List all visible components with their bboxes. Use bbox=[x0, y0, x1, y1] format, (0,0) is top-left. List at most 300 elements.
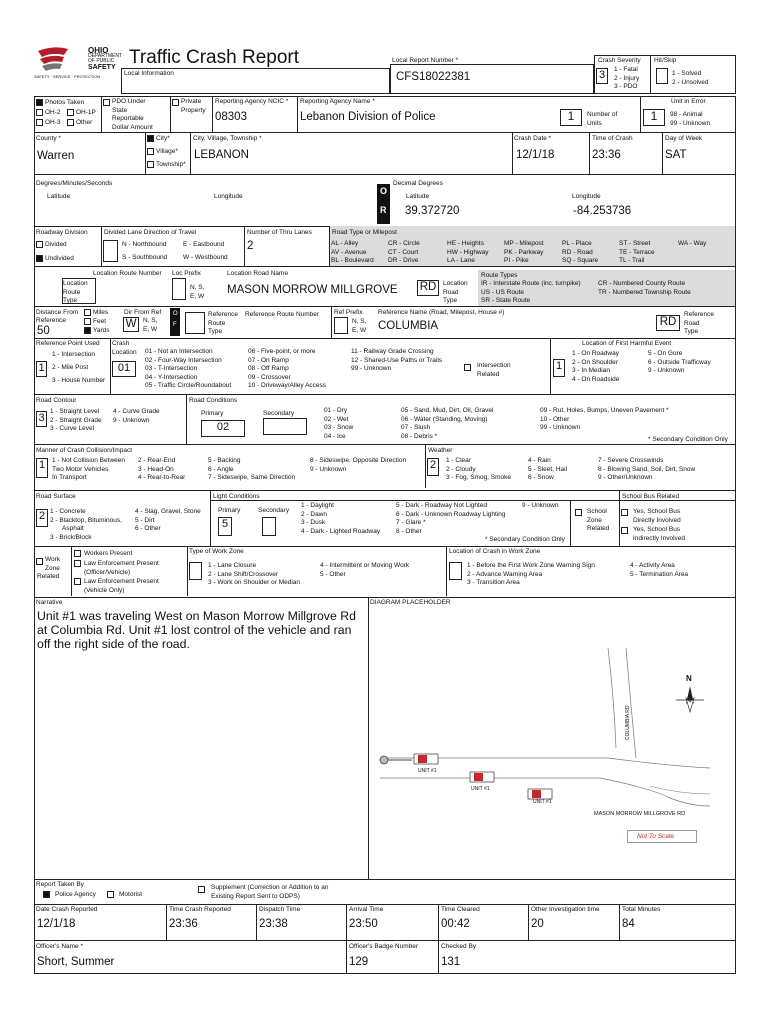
ref-name-value[interactable]: COLUMBIA bbox=[378, 320, 439, 332]
village-label: Village* bbox=[156, 148, 178, 155]
pdo-label bbox=[112, 98, 153, 132]
crash-severity-value[interactable]: 3 bbox=[596, 68, 608, 84]
light-secondary-value[interactable] bbox=[262, 517, 276, 536]
first-harmful-option: 3 - In Median bbox=[572, 367, 610, 374]
work-zone-location-option: 1 - Before the First Work Zone Warning Sign bbox=[467, 562, 595, 569]
time-of-crash-label: Time of Crash bbox=[592, 135, 633, 142]
location-road-name-label: Location Road Name bbox=[227, 270, 289, 277]
badge-number-label: Officer's Badge Number bbox=[349, 943, 419, 950]
unit-in-error-value[interactable]: 1 bbox=[643, 109, 665, 126]
work-zone-type-option: 1 - Lane Closure bbox=[208, 562, 257, 569]
ref-route-type-field[interactable] bbox=[185, 312, 205, 334]
or-marker-o: O bbox=[380, 186, 388, 196]
officer-name-value[interactable]: Short, Summer bbox=[37, 956, 115, 968]
time-reported-value[interactable]: 23:36 bbox=[169, 918, 198, 930]
pdo-label-line: PDO Under bbox=[112, 98, 146, 105]
location-road-name-value[interactable]: MASON MORROW MILLGROVE bbox=[227, 284, 398, 296]
light-col1 bbox=[301, 502, 380, 536]
oh2-checkbox[interactable] bbox=[36, 109, 43, 116]
road-cond-secondary-value[interactable] bbox=[263, 418, 307, 435]
ref-route-type-label bbox=[208, 311, 238, 337]
road-surface-col2 bbox=[135, 508, 201, 534]
dms-latitude-label: Latitude bbox=[47, 193, 71, 200]
collision-option: 3 - Head-On bbox=[138, 465, 174, 473]
logo-tagline: SAFETY · SERVICE · PROTECTION bbox=[34, 74, 101, 79]
weather-col1 bbox=[446, 457, 511, 483]
date-reported-label: Date Crash Reported bbox=[36, 906, 98, 913]
road-cond-col1 bbox=[324, 407, 353, 441]
day-of-week-label: Day of Week bbox=[665, 135, 703, 142]
location-road-type-label bbox=[443, 280, 468, 306]
route-type-option: US - US Route bbox=[481, 288, 524, 296]
road-cond-option: 09 - Rut, Holes, Bumps, Uneven Pavement * bbox=[540, 407, 669, 414]
first-harmful-col1 bbox=[572, 350, 619, 384]
road-type-option: LA - Lane bbox=[447, 257, 475, 264]
road-cond-option: 03 - Snow bbox=[324, 424, 354, 431]
police-agency-checkbox[interactable] bbox=[43, 891, 50, 898]
intersection-related-line: Related bbox=[477, 370, 500, 378]
reference-point-value[interactable]: 1 bbox=[36, 361, 47, 377]
divided-checkbox[interactable] bbox=[36, 241, 43, 248]
road-cond-primary-label: Primary bbox=[201, 410, 224, 417]
light-col3 bbox=[522, 502, 559, 511]
intersection-related-checkbox[interactable] bbox=[464, 364, 471, 371]
reference-point-label: Reference Point Used bbox=[36, 340, 100, 347]
first-harmful-option: 4 - On Roadside bbox=[572, 375, 620, 383]
road-contour-col2 bbox=[113, 408, 160, 425]
road-type-option: SQ - Square bbox=[562, 257, 599, 264]
severity-box bbox=[594, 55, 736, 94]
crash-location-option: 01 - Not an Intersection bbox=[145, 348, 213, 355]
crash-location-option: 03 - T-Intersection bbox=[145, 365, 198, 372]
feet-label: Feet bbox=[93, 318, 107, 325]
le-vehicle-checkbox[interactable] bbox=[74, 578, 81, 585]
light-col2 bbox=[396, 502, 505, 536]
lane-direction-value[interactable] bbox=[103, 240, 118, 262]
road-contour-option: 9 - Unknown bbox=[113, 416, 150, 424]
school-bus-line: Yes, School Bus bbox=[633, 526, 681, 533]
other-investigation-value[interactable]: 20 bbox=[531, 918, 544, 930]
manner-of-collision-value[interactable]: 1 bbox=[36, 458, 48, 478]
agency-name-label: Reporting Agency Name * bbox=[300, 98, 375, 105]
arrival-time-label: Arrival Time bbox=[349, 906, 384, 913]
supplement-line: Existing Report Sent to ODPS) bbox=[211, 892, 300, 900]
unit-in-error-options bbox=[670, 111, 710, 128]
location-prefix-options bbox=[190, 284, 204, 301]
light-option: 1 - Daylight bbox=[301, 502, 334, 509]
not-to-scale-label: Not To Scale bbox=[637, 833, 674, 840]
collision-option: In Transport bbox=[52, 474, 87, 481]
ref-road-type-line: Type bbox=[684, 328, 699, 335]
le-present-line: (Officer/Vehicle) bbox=[84, 568, 131, 576]
road-surface-col1 bbox=[50, 508, 122, 542]
work-zone-location-option: 2 - Advance Warning Area bbox=[467, 570, 543, 578]
le-officer-label bbox=[84, 560, 159, 577]
dispatch-time-value[interactable]: 23:38 bbox=[259, 918, 288, 930]
feet-checkbox[interactable] bbox=[84, 318, 91, 325]
work-zone-location-col2 bbox=[630, 562, 688, 579]
diagram-unit-label: UNIT #1 bbox=[418, 768, 437, 774]
units-label-line: Units bbox=[587, 119, 602, 127]
total-minutes-value[interactable]: 84 bbox=[622, 918, 635, 930]
road-cond-option: 08 - Debris * bbox=[401, 432, 438, 440]
hitskip-option: 2 - Unsolved bbox=[672, 78, 709, 86]
light-option: 3 - Dusk bbox=[301, 519, 326, 526]
crash-location-option: 12 - Shared-Use Paths or Trails bbox=[351, 356, 443, 364]
crash-location-option: 11 - Railway Grade Crossing bbox=[351, 348, 434, 355]
of-marker-f: F bbox=[173, 322, 177, 328]
route-type-line: Location bbox=[63, 280, 88, 287]
private-label-line: Property bbox=[181, 106, 206, 114]
school-zone-checkbox[interactable] bbox=[575, 509, 582, 516]
miles-label: Miles bbox=[93, 309, 109, 316]
private-property-checkbox[interactable] bbox=[172, 99, 179, 106]
crash-location-option: 10 - Driveway/Alley Access bbox=[248, 382, 327, 389]
officer-name-label: Officer's Name * bbox=[36, 943, 83, 950]
road-type-option: TL - Trail bbox=[619, 257, 645, 264]
badge-number-value[interactable]: 129 bbox=[349, 956, 369, 968]
road-type-option: PK - Parkway bbox=[504, 248, 544, 256]
work-zone-location-option: 5 - Termination Area bbox=[630, 570, 689, 578]
first-harmful-option: 6 - Outside Trafficway bbox=[648, 358, 711, 366]
decimal-longitude-label: Longitude bbox=[572, 193, 601, 200]
work-zone-location-value[interactable] bbox=[449, 562, 462, 580]
crash-location-col1 bbox=[145, 348, 231, 391]
ref-road-type-line: Road bbox=[684, 319, 700, 327]
undivided-checkbox[interactable] bbox=[36, 255, 43, 262]
collision-option: Two Motor Vehicles bbox=[52, 465, 109, 473]
village-checkbox[interactable] bbox=[147, 148, 154, 155]
collision-col1 bbox=[52, 457, 125, 483]
ref-prefix-label: Ref Prefix bbox=[334, 309, 363, 316]
county-value[interactable]: Warren bbox=[37, 150, 75, 162]
school-bus-line: Indirectly Involved bbox=[633, 534, 686, 542]
road-contour-option: 1 - Straight Level bbox=[50, 408, 100, 415]
ref-road-type-line: Reference bbox=[684, 311, 714, 318]
collision-col4 bbox=[310, 457, 406, 474]
crash-date-label: Crash Date * bbox=[514, 135, 552, 142]
road-type-col1 bbox=[331, 240, 374, 266]
narrative-label: Narrative bbox=[36, 599, 63, 606]
motorist-checkbox[interactable] bbox=[107, 891, 114, 898]
road-surface-label: Road Surface bbox=[36, 493, 76, 500]
crash-date-value[interactable]: 12/1/18 bbox=[516, 149, 555, 161]
road-surface-option: 3 - Brick/Block bbox=[50, 533, 92, 541]
light-option: 8 - Other bbox=[396, 527, 422, 535]
crash-location-label bbox=[112, 340, 137, 357]
road-surface-option: 1 - Concrete bbox=[50, 508, 86, 515]
ohio-dps-logo-icon bbox=[34, 45, 86, 75]
school-bus-direct-checkbox[interactable] bbox=[621, 509, 628, 516]
dir-option-south: S - Southbound bbox=[122, 254, 168, 261]
route-type-option: SR - State Route bbox=[481, 297, 531, 304]
pdo-checkbox[interactable] bbox=[103, 99, 110, 106]
oh3-label: OH-3 bbox=[45, 119, 61, 126]
road-cond-secondary-label: Secondary bbox=[263, 410, 295, 417]
narrative-text[interactable]: Unit #1 was traveling West on Mason Morrow Millgrove Rd at Columbia Rd. Unit #1 lost control of the vehicle and ran off the right side of the road. bbox=[37, 609, 356, 651]
day-of-week-value[interactable]: SAT bbox=[665, 149, 687, 161]
oh1p-label: OH-1P bbox=[76, 109, 96, 116]
time-cleared-label: Time Cleared bbox=[441, 906, 480, 913]
school-bus-label: School Bus Related bbox=[622, 493, 680, 500]
motorist-label: Motorist bbox=[119, 891, 143, 898]
road-cond-option: 01 - Dry bbox=[324, 407, 348, 414]
intersection-related-label bbox=[477, 362, 511, 379]
work-zone-type-option: 3 - Work on Shoulder or Median bbox=[208, 579, 301, 586]
logo-text-of-public: OF PUBLIC bbox=[88, 58, 115, 64]
school-bus-line: Yes, School Bus bbox=[633, 508, 681, 515]
road-type-line: Location bbox=[443, 280, 468, 287]
collision-option: 4 - Rear-to-Rear bbox=[138, 474, 186, 481]
collision-col2 bbox=[138, 457, 185, 483]
route-types-label: Route Types bbox=[481, 272, 518, 279]
checked-by-label: Checked By bbox=[441, 943, 477, 950]
north-arrow-icon bbox=[676, 686, 704, 712]
school-bus-indirect-checkbox[interactable] bbox=[621, 527, 628, 534]
road-type-option: BL - Boulevard bbox=[331, 257, 374, 264]
first-harmful-option: 1 - On Roadway bbox=[572, 350, 619, 357]
le-present-line: Law Enforcement Present bbox=[84, 560, 159, 567]
time-reported-label: Time Crash Reported bbox=[169, 906, 231, 913]
ref-point-option-milepost: 2 - Mile Post bbox=[52, 364, 89, 371]
thru-lanes-label: Number of Thru Lanes bbox=[247, 229, 312, 236]
location-road-type-value[interactable]: RD bbox=[417, 280, 439, 296]
road-type-line: Road bbox=[443, 288, 459, 296]
other-checkbox[interactable] bbox=[67, 119, 74, 126]
crash-location-option: 09 - Crossover bbox=[248, 373, 291, 381]
work-zone-related-label bbox=[37, 556, 61, 582]
crash-location-option: 07 - On Ramp bbox=[248, 356, 289, 364]
checked-by-value[interactable]: 131 bbox=[441, 956, 461, 968]
weather-option: 7 - Severe Crosswinds bbox=[598, 457, 664, 464]
school-bus-direct-label bbox=[633, 508, 681, 525]
north-label: N bbox=[686, 674, 692, 683]
road-contour-label: Road Contour bbox=[36, 397, 77, 404]
weather-value[interactable]: 2 bbox=[427, 458, 439, 476]
weather-option: 8 - Blowing Sand, Soil, Dirt, Snow bbox=[598, 465, 696, 473]
road-surface-option: 4 - Slag, Gravel, Stone bbox=[135, 508, 201, 515]
weather-option: 3 - Fog, Smog, Smoke bbox=[446, 474, 512, 481]
weather-option: 4 - Rain bbox=[528, 457, 551, 464]
school-bus-indirect-label bbox=[633, 526, 685, 543]
dir-from-ref-value[interactable]: W bbox=[123, 317, 139, 332]
light-secondary-label: Secondary bbox=[258, 507, 290, 514]
number-of-units-value[interactable]: 1 bbox=[560, 109, 582, 126]
work-zone-type-value[interactable] bbox=[189, 562, 202, 580]
le-present-line: (Vehicle Only) bbox=[84, 586, 125, 594]
road-cond-col2 bbox=[401, 407, 493, 441]
agency-name-value[interactable]: Lebanon Division of Police bbox=[300, 111, 436, 123]
road-type-option: PI - Pike bbox=[504, 257, 529, 264]
oh3-checkbox[interactable] bbox=[36, 119, 43, 126]
crash-location-value[interactable]: 01 bbox=[112, 361, 136, 377]
road-cond-option: 07 - Slush bbox=[401, 424, 431, 431]
location-route-type-label bbox=[63, 280, 88, 306]
school-zone-label bbox=[587, 508, 609, 534]
report-title: Traffic Crash Report bbox=[129, 47, 299, 68]
photos-taken-label: Photos Taken bbox=[45, 99, 85, 106]
distance-from-label: Distance From bbox=[36, 309, 79, 316]
crash-location-option: 06 - Five-point, or more bbox=[248, 348, 316, 355]
ref-prefix-field[interactable] bbox=[334, 317, 348, 334]
crash-location-option: 04 - Y-Intersection bbox=[145, 373, 198, 381]
road-cond-secondary-note: * Secondary Condition Only bbox=[648, 436, 728, 443]
crash-location-col3 bbox=[351, 348, 442, 374]
decimal-degrees-label: Decimal Degrees bbox=[393, 180, 443, 187]
first-harmful-event-label: Location of First Harmful Event bbox=[582, 340, 672, 347]
road-contour-option: 4 - Curve Grade bbox=[113, 408, 160, 415]
manner-of-collision-label: Manner of Crash Collision/Impact bbox=[36, 447, 133, 454]
route-type-line: Type bbox=[63, 297, 78, 304]
collision-col3 bbox=[208, 457, 295, 483]
ref-route-type-line: Reference bbox=[208, 311, 238, 318]
route-types-list bbox=[481, 280, 581, 306]
collision-option: 8 - Sideswipe, Opposite Direction bbox=[310, 457, 407, 464]
crash-severity-label: Crash Severity bbox=[598, 57, 641, 64]
collision-option: 9 - Unknown bbox=[310, 465, 347, 473]
road-cond-col3 bbox=[540, 407, 669, 433]
route-type-option: CR - Numbered County Route bbox=[598, 280, 686, 287]
supplement-checkbox[interactable] bbox=[198, 886, 205, 893]
work-zone-related-checkbox[interactable] bbox=[36, 558, 43, 565]
prefix-option: E, W bbox=[190, 292, 205, 300]
date-reported-value[interactable]: 12/1/18 bbox=[37, 918, 76, 930]
photos-taken-checkbox[interactable] bbox=[36, 99, 43, 106]
distance-value[interactable]: 50 bbox=[37, 325, 50, 337]
local-report-value: CFS18022381 bbox=[396, 71, 471, 83]
light-option: 7 - Glare * bbox=[396, 519, 426, 526]
weather-option: 6 - Snow bbox=[528, 474, 554, 481]
collision-option: 1 - Not Collision Between bbox=[52, 457, 125, 464]
city-village-township-label: City, Village, Township * bbox=[193, 135, 262, 142]
ref-route-type-line: Route bbox=[208, 319, 226, 327]
light-option: 4 - Dark - Lighted Roadway bbox=[301, 527, 381, 535]
road-type-option: WA - Way bbox=[678, 240, 707, 247]
hit-skip-label: Hit/Skip bbox=[654, 57, 677, 64]
weather-option: 2 - Cloudy bbox=[446, 465, 476, 473]
ref-prefix-option: N, S, bbox=[352, 318, 367, 325]
city-checkbox[interactable] bbox=[147, 135, 154, 142]
unit-error-option: 98 - Animal bbox=[670, 111, 703, 118]
work-zone-type-option: 4 - Intermittent or Moving Work bbox=[320, 562, 410, 569]
work-zone-line: Work bbox=[45, 556, 61, 563]
unit-in-error-label: Unit in Error bbox=[671, 98, 706, 105]
weather-option: 1 - Clear bbox=[446, 457, 471, 464]
ref-prefix-options bbox=[352, 318, 366, 335]
road-type-option: PL - Place bbox=[562, 240, 592, 247]
unit-error-option: 99 - Unknown bbox=[670, 119, 711, 127]
time-of-crash-value[interactable]: 23:36 bbox=[592, 149, 621, 161]
dir-option-north: N - Northbound bbox=[122, 241, 167, 248]
or-marker-r: R bbox=[380, 205, 387, 215]
work-zone-line: Related bbox=[37, 573, 60, 580]
work-zone-type-option: 5 - Other bbox=[320, 570, 346, 578]
thru-lanes-value[interactable]: 2 bbox=[247, 240, 254, 252]
diagram-unit-label: UNIT #1 bbox=[471, 786, 490, 792]
road-type-option: CR - Circle bbox=[388, 240, 420, 247]
latitude-value[interactable]: 39.372720 bbox=[405, 205, 460, 217]
le-officer-checkbox[interactable] bbox=[74, 560, 81, 567]
time-cleared-value[interactable]: 00:42 bbox=[441, 918, 470, 930]
road-cond-option: 04 - Ice bbox=[324, 432, 346, 440]
dir-option: N, S, bbox=[143, 317, 158, 324]
private-property-label bbox=[181, 98, 206, 115]
first-harmful-event-value[interactable]: 1 bbox=[553, 359, 565, 377]
township-checkbox[interactable] bbox=[147, 161, 154, 168]
collision-option: 7 - Sideswipe, Same Direction bbox=[208, 474, 296, 481]
yards-label: Yards bbox=[93, 327, 110, 334]
road-type-option: MP - Milepost bbox=[504, 240, 544, 247]
work-zone-location-option: 3 - Transition Area bbox=[467, 579, 520, 586]
road-type-line: Type bbox=[443, 297, 458, 304]
police-agency-label: Police Agency bbox=[55, 891, 96, 898]
road-cond-option: 06 - Water (Standing, Moving) bbox=[401, 415, 488, 423]
weather-option: 9 - Other/Unknown bbox=[598, 474, 653, 481]
yards-checkbox[interactable] bbox=[84, 327, 91, 334]
road-contour-option: 3 - Curve Level bbox=[50, 425, 95, 432]
light-primary-value[interactable]: 5 bbox=[218, 517, 232, 536]
school-zone-line: Zone bbox=[587, 516, 602, 524]
road-contour-value[interactable]: 3 bbox=[36, 411, 47, 427]
road-type-option: ST - Street bbox=[619, 240, 651, 247]
collision-option: 6 - Angle bbox=[208, 465, 234, 473]
collision-option: 5 - Backing bbox=[208, 457, 241, 464]
pdo-label-line: State bbox=[112, 106, 128, 114]
location-prefix-label: Loc Prefix bbox=[172, 270, 201, 277]
dms-longitude-label: Longitude bbox=[214, 193, 243, 200]
weather-option: 5 - Sleet, Hail bbox=[528, 465, 568, 473]
logo-text-ohio: OHIO bbox=[88, 46, 109, 55]
lane-direction-label: Divided Lane Direction of Travel bbox=[104, 229, 197, 236]
work-zone-location-col1 bbox=[467, 562, 595, 588]
diagram-columbia-rd-label: COLUMBIA RD bbox=[625, 705, 631, 740]
ref-point-option-intersection: 1 - Intersection bbox=[52, 351, 95, 358]
first-harmful-option: 2 - On Shoulder bbox=[572, 358, 618, 366]
first-harmful-col2 bbox=[648, 350, 711, 376]
first-harmful-option: 5 - On Gore bbox=[648, 350, 683, 357]
ref-name-label: Reference Name (Road, Milepost, House #) bbox=[378, 309, 505, 316]
weather-col2 bbox=[528, 457, 567, 483]
crash-location-line: Location bbox=[112, 348, 137, 356]
school-zone-line: School bbox=[587, 508, 607, 515]
oh1p-checkbox[interactable] bbox=[67, 109, 74, 116]
crash-location-option: 02 - Four-Way Intersection bbox=[145, 356, 222, 364]
decimal-latitude-label: Latitude bbox=[406, 193, 430, 200]
ncic-label: Reporting Agency NCIC * bbox=[215, 98, 289, 105]
longitude-value[interactable]: -84.253736 bbox=[573, 205, 632, 217]
distance-reference-label: Reference bbox=[36, 317, 66, 324]
dms-label: Degrees/Minutes/Seconds bbox=[36, 180, 113, 187]
road-cond-primary-value[interactable]: 02 bbox=[201, 420, 245, 437]
work-zone-type-col2 bbox=[320, 562, 409, 579]
ref-road-type-value[interactable]: RD bbox=[656, 315, 680, 331]
arrival-time-value[interactable]: 23:50 bbox=[349, 918, 378, 930]
route-type-line: Route bbox=[63, 288, 81, 296]
crash-location-option: 05 - Traffic Circle/Roundabout bbox=[145, 382, 232, 389]
miles-checkbox[interactable] bbox=[84, 309, 91, 316]
city-village-township-value[interactable]: LEBANON bbox=[194, 149, 249, 161]
road-cond-option: 05 - Sand, Mud, Dirt, Oil, Gravel bbox=[401, 407, 494, 414]
road-surface-value[interactable]: 2 bbox=[36, 509, 48, 527]
road-type-option: DR - Drive bbox=[388, 257, 419, 264]
location-prefix-field[interactable] bbox=[172, 278, 186, 300]
ncic-value[interactable]: 08303 bbox=[215, 111, 247, 123]
road-contour-col1 bbox=[50, 408, 102, 434]
work-zone-line: Zone bbox=[45, 564, 60, 572]
diagram-mason-morrow-label: MASON MORROW MILLGROVE RD bbox=[594, 811, 686, 817]
workers-present-checkbox[interactable] bbox=[74, 550, 81, 557]
crash-location-col2 bbox=[248, 348, 326, 391]
